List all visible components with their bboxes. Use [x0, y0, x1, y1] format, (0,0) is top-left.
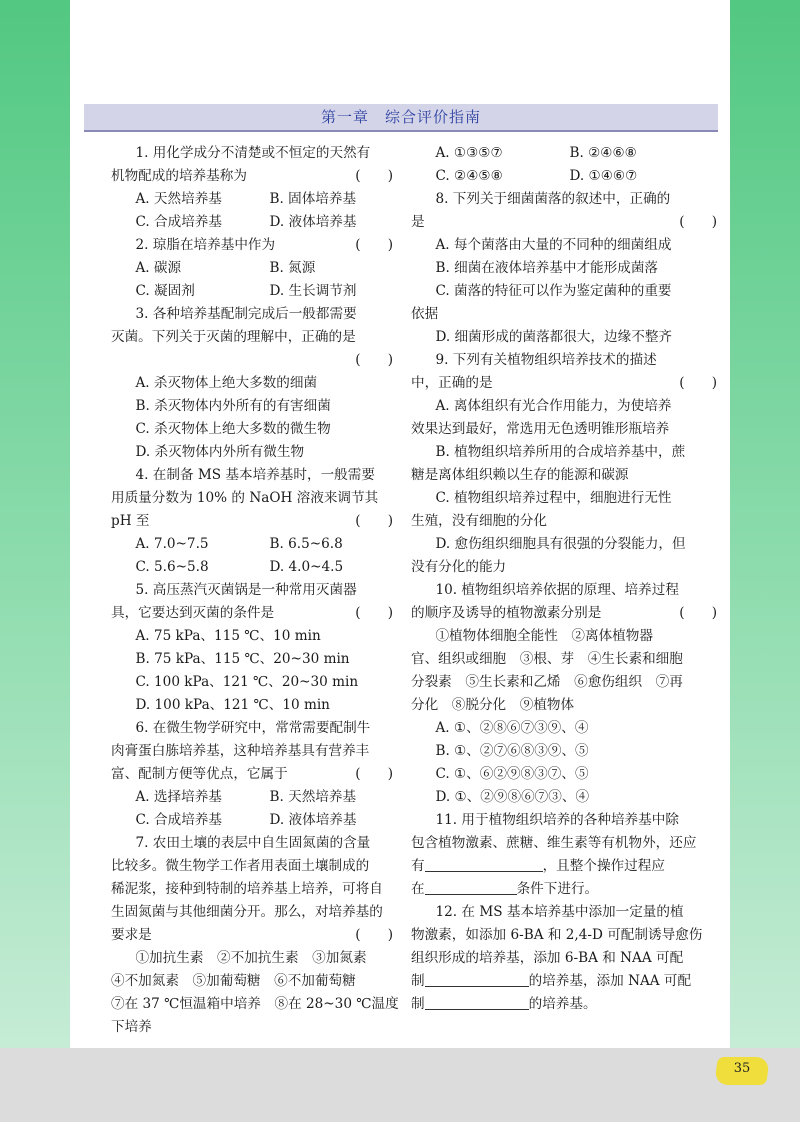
question-stem: 稀泥浆，接种到特制的培养基上培养，可将自 [111, 881, 383, 897]
question-3 [111, 303, 393, 464]
option-b: B. 氮源 [269, 260, 316, 276]
question-stem: 1. 用化学成分不清楚或不恒定的天然有 [135, 145, 371, 161]
question-2 [111, 234, 393, 303]
answer-parenthesis: ( ) [355, 352, 393, 368]
answer-parenthesis: ( ) [679, 375, 717, 391]
option-b: B. 6.5~6.8 [269, 536, 343, 552]
option-d: D. 细菌形成的菌落都很大，边缘不整齐 [435, 329, 673, 345]
answer-parenthesis: ( ) [679, 605, 717, 621]
question-stem: 8. 下列关于细菌菌落的叙述中，正确的 [435, 191, 671, 207]
fill-blank[interactable] [425, 880, 517, 895]
option-d: D. ①④⑥⑦ [569, 168, 638, 184]
option-d: D. 4.0~4.5 [269, 559, 344, 575]
option-a: A. 每个菌落由大量的不同种的细菌组成 [435, 237, 672, 253]
question-12 [411, 901, 717, 1016]
item-list: 官、组织或细胞 ③根、芽 ④生长素和细胞 [411, 651, 683, 667]
question-stem: 10. 植物组织培养依据的原理、培养过程 [435, 582, 679, 598]
question-stem: 3. 各种培养基配制完成后一般都需要 [135, 306, 357, 322]
option-a: A. 天然培养基 [135, 191, 222, 207]
question-1 [111, 142, 393, 234]
option-c: C. ①、⑥②⑨⑧③⑦、⑤ [435, 766, 589, 782]
item-list: 分化 ⑧脱分化 ⑨植物体 [411, 697, 575, 713]
answer-parenthesis: ( ) [355, 605, 393, 621]
option-c: C. 菌落的特征可以作为鉴定菌种的重要 [435, 283, 672, 299]
page-number: 35 [733, 1061, 751, 1076]
option-c: C. 100 kPa、121 ℃、20~30 min [135, 674, 359, 690]
fill-blank[interactable] [425, 857, 543, 872]
condition-list: ⑦在 37 ℃恒温箱中培养 ⑧在 28~30 ℃温度 [111, 996, 399, 1012]
question-11 [411, 809, 717, 901]
question-10 [411, 579, 717, 809]
option-b: B. 天然培养基 [269, 789, 357, 805]
option-d: D. ①、②⑨⑧⑥⑦③、④ [435, 789, 590, 805]
question-stem: 要求是 [111, 927, 152, 943]
option-d: D. 100 kPa、121 ℃、10 min [135, 697, 330, 713]
stem-text: 条件下进行。 [516, 881, 599, 897]
question-4 [111, 464, 393, 579]
option-b: B. 植物组织培养所用的合成培养基中，蔗 [435, 444, 686, 460]
answer-parenthesis: ( ) [355, 513, 393, 529]
question-stem: 包含植物激素、蔗糖、维生素等有机物外，还应 [411, 835, 697, 851]
fill-blank[interactable] [425, 972, 529, 987]
stem-text: ，且整个操作过程应 [542, 858, 665, 874]
question-stem: 是 [411, 214, 425, 230]
question-stem: 生固氮菌与其他细菌分开。那么，对培养基的 [111, 904, 383, 920]
chapter-header [84, 104, 718, 132]
answer-parenthesis: ( ) [355, 927, 393, 943]
condition-list: ①加抗生素 ②不加抗生素 ③加氮素 [135, 950, 367, 966]
question-stem: 4. 在制备 MS 基本培养基时，一般需要 [135, 467, 375, 483]
question-stem: 11. 用于植物组织培养的各种培养基中除 [435, 812, 679, 828]
condition-list: 下培养 [111, 1019, 152, 1035]
option-a-cont: 效果达到最好，常选用无色透明锥形瓶培养 [411, 421, 670, 437]
option-c-cont: 生殖，没有细胞的分化 [411, 513, 547, 529]
answer-parenthesis: ( ) [679, 214, 717, 230]
option-b: B. ②④⑥⑧ [569, 145, 637, 161]
question-stem: 灭菌。下列关于灭菌的理解中，正确的是 [111, 329, 356, 345]
option-c: C. 杀灭物体上绝大多数的微生物 [135, 421, 331, 437]
option-d: D. 液体培养基 [269, 812, 357, 828]
option-a: A. 离体组织有光合作用能力，为使培养 [435, 398, 672, 414]
option-c: C. 凝固剂 [135, 283, 195, 299]
item-list: ①植物体细胞全能性 ②离体植物器 [435, 628, 653, 644]
question-stem: 2. 琼脂在培养基中作为 [135, 237, 276, 253]
question-stem: 中，正确的是 [411, 375, 493, 391]
question-8 [411, 188, 717, 349]
question-stem: 物激素，如添加 6-BA 和 2,4-D 可配制诱导愈伤 [411, 927, 703, 943]
question-stem: 比较多。微生物学工作者用表面土壤制成的 [111, 858, 370, 874]
option-a: A. 杀灭物体上绝大多数的细菌 [135, 375, 318, 391]
option-c: C. 合成培养基 [135, 812, 222, 828]
stem-text: 在 [411, 881, 425, 897]
answer-parenthesis: ( ) [355, 237, 393, 253]
option-b: B. 杀灭物体内外所有的有害细菌 [135, 398, 331, 414]
option-a: A. 碳源 [135, 260, 182, 276]
question-stem: 肉膏蛋白胨培养基，这种培养基具有营养丰 [111, 743, 370, 759]
option-d: D. 杀灭物体内外所有微生物 [135, 444, 305, 460]
stem-text: 制 [411, 996, 425, 1012]
question-7-options [411, 142, 717, 188]
question-stem: 组织形成的培养基，添加 6-BA 和 NAA 可配 [411, 950, 684, 966]
option-a: A. 选择培养基 [135, 789, 222, 805]
option-d-cont: 没有分化的能力 [411, 559, 507, 575]
option-c-cont: 依据 [411, 306, 439, 322]
question-stem: 富、配制方便等优点，它属于 [111, 766, 288, 782]
option-a: A. ①③⑤⑦ [435, 145, 503, 161]
option-c: C. ②④⑤⑧ [435, 168, 503, 184]
option-c: C. 合成培养基 [135, 214, 222, 230]
option-a: A. 7.0~7.5 [135, 536, 209, 552]
question-stem: 12. 在 MS 基本培养基中添加一定量的植 [435, 904, 684, 920]
question-stem: 7. 农田土壤的表层中自生固氮菌的含量 [135, 835, 371, 851]
question-stem: 9. 下列有关植物组织培养技术的描述 [435, 352, 657, 368]
stem-text: 有 [411, 858, 425, 874]
question-6 [111, 717, 393, 832]
right-column [411, 142, 717, 1016]
stem-text: 的培养基。 [528, 996, 597, 1012]
answer-parenthesis: ( ) [355, 766, 393, 782]
option-d: D. 生长调节剂 [269, 283, 357, 299]
question-stem: 机物配成的培养基称为 [111, 168, 247, 184]
option-d: D. 愈伤组织细胞具有很强的分裂能力，但 [435, 536, 686, 552]
left-column [111, 142, 399, 1039]
question-5 [111, 579, 393, 717]
item-list: 分裂素 ⑤生长素和乙烯 ⑥愈伤组织 ⑦再 [411, 674, 683, 690]
option-a: A. 75 kPa、115 ℃、10 min [135, 628, 321, 644]
question-stem: 6. 在微生物学研究中，常常需要配制牛 [135, 720, 371, 736]
answer-parenthesis: ( ) [355, 168, 393, 184]
question-7 [111, 832, 399, 1039]
option-c: C. 5.6~5.8 [135, 559, 209, 575]
question-stem: 5. 高压蒸汽灭菌锅是一种常用灭菌器 [135, 582, 357, 598]
option-b: B. ①、②⑦⑥⑧③⑨、⑤ [435, 743, 589, 759]
option-b: B. 固体培养基 [269, 191, 357, 207]
question-stem: 具，它要达到灭菌的条件是 [111, 605, 275, 621]
question-stem: 的顺序及诱导的植物激素分别是 [411, 605, 602, 621]
footer-band [0, 1048, 800, 1122]
option-c: C. 植物组织培养过程中，细胞进行无性 [435, 490, 672, 506]
left-decorative-sidebar [0, 0, 70, 1048]
option-b-cont: 糖是离体组织赖以生存的能源和碳源 [411, 467, 629, 483]
condition-list: ④不加氮素 ⑤加葡萄糖 ⑥不加葡萄糖 [111, 973, 356, 989]
option-a: A. ①、②⑧⑥⑦③⑨、④ [435, 720, 589, 736]
fill-blank[interactable] [425, 995, 529, 1010]
stem-text: 制 [411, 973, 425, 989]
question-9 [411, 349, 717, 579]
right-decorative-sidebar [730, 0, 800, 1048]
option-b: B. 细菌在液体培养基中才能形成菌落 [435, 260, 659, 276]
option-b: B. 75 kPa、115 ℃、20~30 min [135, 651, 350, 667]
question-stem: 用质量分数为 10% 的 NaOH 溶液来调节其 [111, 490, 379, 506]
option-d: D. 液体培养基 [269, 214, 357, 230]
chapter-title: 第一章 综合评价指南 [320, 108, 481, 126]
stem-text: 的培养基，添加 NAA 可配 [528, 973, 692, 989]
question-stem: pH 至 [111, 513, 150, 529]
